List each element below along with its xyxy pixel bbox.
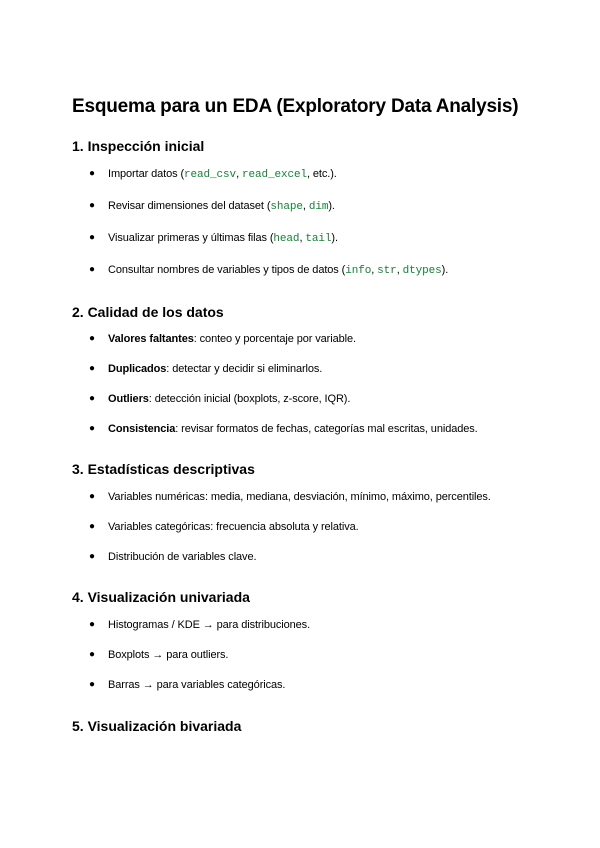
code-snippet: tail	[305, 233, 332, 245]
list-item: ● Consultar nombres de variables y tipos de datos (info, str, dtypes).	[89, 264, 449, 277]
section-heading: 2. Calidad de los datos	[72, 304, 224, 320]
bullet-icon: ●	[89, 264, 95, 275]
list-item: ● Revisar dimensiones del dataset (shape, dim).	[89, 200, 335, 213]
bullet-list	[72, 489, 542, 565]
list-item: ● Visualizar primeras y últimas filas (head, tail).	[89, 232, 338, 245]
bullet-icon: ●	[89, 363, 95, 374]
code-snippet: info	[345, 265, 372, 277]
bullet-icon: ●	[89, 619, 95, 630]
list-item: ● Boxplots → para outliers.	[89, 649, 229, 661]
bullet-icon: ●	[89, 551, 95, 562]
code-snippet: dtypes	[402, 265, 442, 277]
bullet-icon: ●	[89, 200, 95, 211]
list-item: ● Outliers: detección inicial (boxplots, z-score, IQR).	[89, 393, 351, 405]
bullet-icon: ●	[89, 679, 95, 690]
section-inspeccion	[72, 136, 542, 279]
code-snippet: shape	[270, 201, 303, 213]
section-heading: 1. Inspección inicial	[72, 138, 205, 154]
section-heading: 3. Estadísticas descriptivas	[72, 461, 255, 477]
section-univariada	[72, 587, 542, 693]
list-item: ● Duplicados: detectar y decidir si eliminarlos.	[89, 363, 323, 375]
bullet-icon: ●	[89, 521, 95, 532]
section-estadisticas	[72, 459, 542, 565]
bullet-icon: ●	[89, 168, 95, 179]
section-heading: 5. Visualización bivariada	[72, 718, 242, 734]
list-item: ● Distribución de variables clave.	[89, 551, 257, 563]
document-page	[72, 94, 542, 736]
bullet-icon: ●	[89, 423, 95, 434]
list-item: ● Variables categóricas: frecuencia absoluta y relativa.	[89, 521, 359, 533]
section-heading: 4. Visualización univariada	[72, 589, 250, 605]
bullet-icon: ●	[89, 232, 95, 243]
bullet-icon: ●	[89, 393, 95, 404]
list-item: ● Variables numéricas: media, mediana, desviación, mínimo, máximo, percentiles.	[89, 491, 491, 503]
code-snippet: dim	[308, 201, 329, 213]
list-item: ● Valores faltantes: conteo y porcentaje por variable.	[89, 333, 356, 345]
section-calidad	[72, 302, 542, 437]
document-title: Esquema para un EDA (Exploratory Data Analysis)	[72, 96, 519, 117]
bullet-list	[72, 617, 542, 693]
bullet-icon: ●	[89, 333, 95, 344]
code-snippet: head	[273, 233, 300, 245]
bullet-list	[72, 331, 542, 437]
code-snippet: read_csv	[184, 169, 237, 181]
bullet-list	[72, 166, 542, 279]
list-item: ● Importar datos (read_csv, read_excel, etc.).	[89, 168, 337, 181]
bullet-icon: ●	[89, 649, 95, 660]
list-item: ● Histogramas / KDE → para distribuciones.	[89, 619, 311, 631]
section-bivariada	[72, 716, 542, 736]
list-item: ● Consistencia: revisar formatos de fechas, categorías mal escritas, unidades.	[89, 423, 478, 435]
list-item: ● Barras → para variables categóricas.	[89, 679, 286, 691]
bullet-icon: ●	[89, 491, 95, 502]
code-snippet: read_excel	[241, 169, 307, 181]
code-snippet: str	[377, 265, 397, 277]
